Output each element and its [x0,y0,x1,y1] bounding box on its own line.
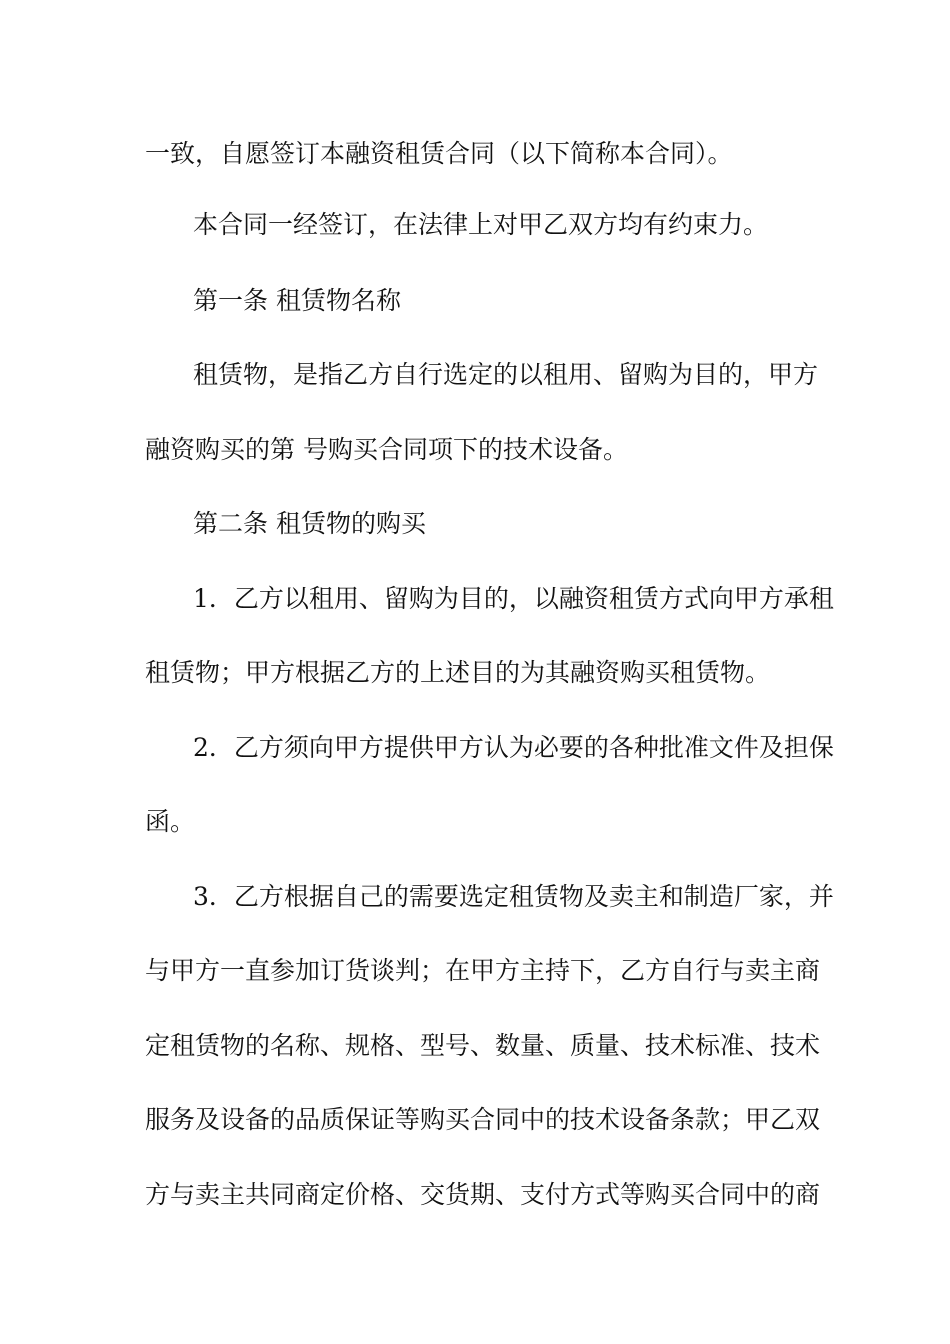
text-line-7: 1．乙方以租用、留购为目的，以融资租赁方式向甲方承租 [193,584,834,613]
article-2-heading: 第二条 租赁物的购买 [193,509,426,538]
text-line-11: 3．乙方根据自己的需要选定租赁物及卖主和制造厂家，并 [193,882,834,911]
text-line-1: 一致，自愿签订本融资租赁合同（以下简称本合同）。 [145,139,733,168]
text-line-9: 2．乙方须向甲方提供甲方认为必要的各种批准文件及担保 [193,733,834,762]
article-1-heading: 第一条 租赁物名称 [193,286,401,315]
text-line-15: 方与卖主共同商定价格、交货期、支付方式等购买合同中的商 [145,1180,821,1209]
text-line-12: 与甲方一直参加订货谈判；在甲方主持下，乙方自行与卖主商 [145,956,821,985]
text-line-14: 服务及设备的品质保证等购买合同中的技术设备条款；甲乙双 [145,1105,821,1134]
text-line-13: 定租赁物的名称、规格、型号、数量、质量、技术标准、技术 [145,1031,821,1060]
text-line-2: 本合同一经签订，在法律上对甲乙双方均有约束力。 [193,210,769,239]
text-line-4: 租赁物，是指乙方自行选定的以租用、留购为目的，甲方 [193,360,819,389]
text-line-8: 租赁物；甲方根据乙方的上述目的为其融资购买租赁物。 [145,658,771,687]
text-line-10: 函。 [145,807,196,836]
text-line-5: 融资购买的第 号购买合同项下的技术设备。 [145,435,628,464]
